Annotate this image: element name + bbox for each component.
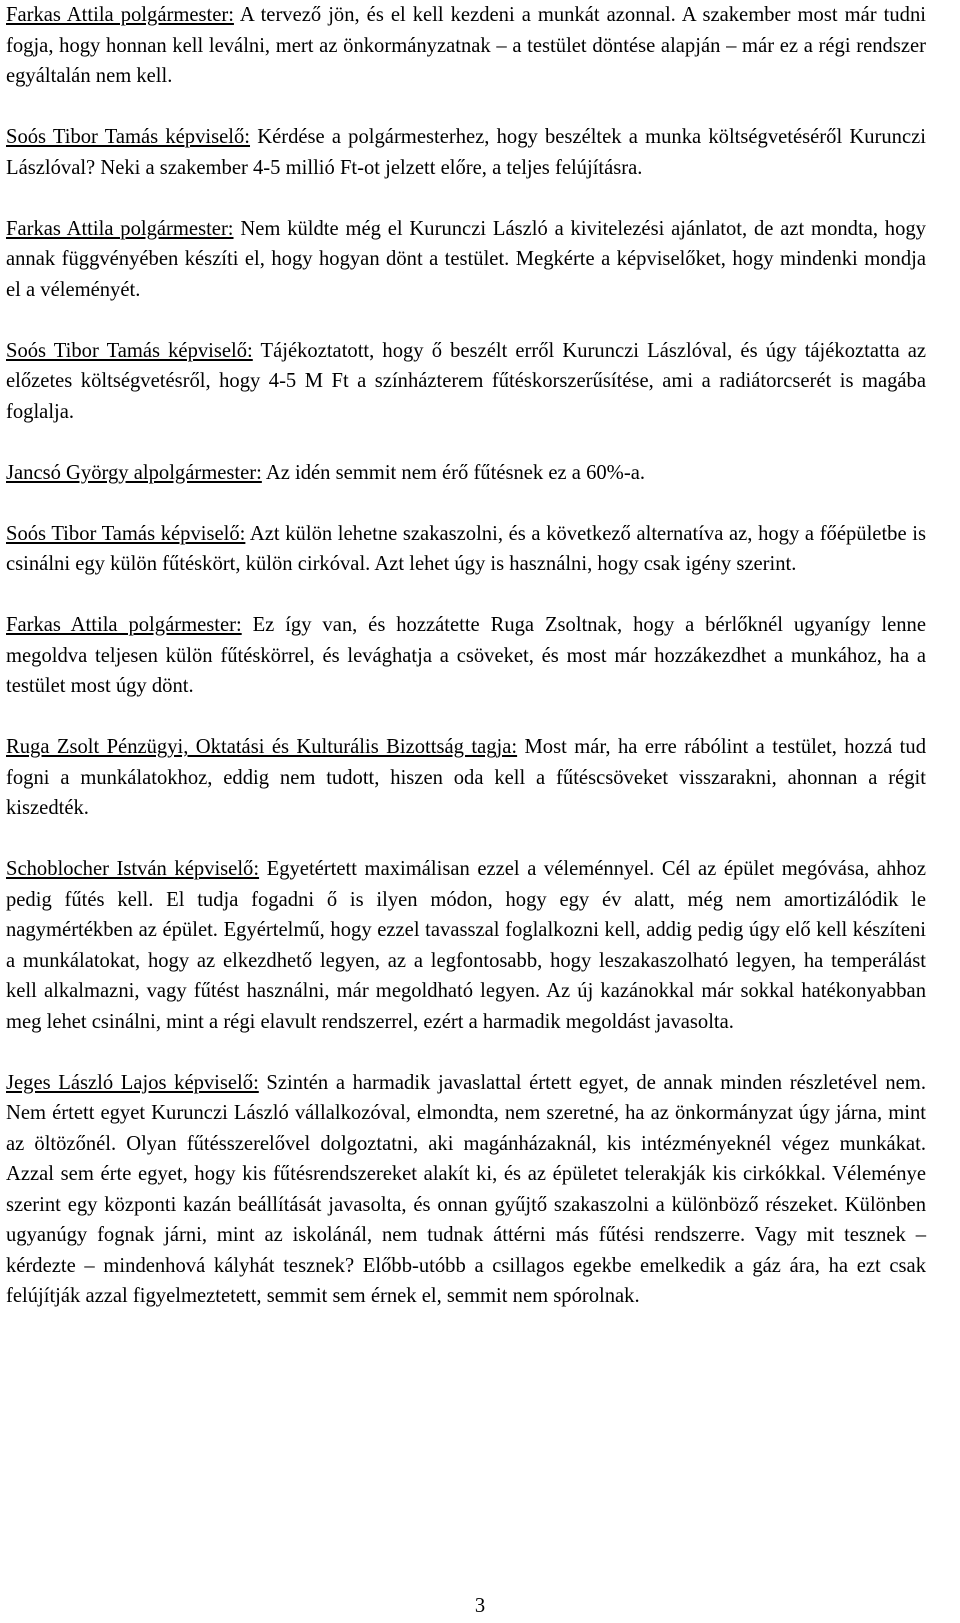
paragraph-jeges <box>6 1068 926 1312</box>
paragraph-schoblocher <box>6 854 926 1037</box>
speaker-label: Soós Tibor Tamás képviselő: <box>6 339 253 362</box>
paragraph-text: Kérdése a polgármesterhez, hogy beszéltek a munka költségvetéséről Kurunczi Lászlóval? Neki a szakember 4-5 millió Ft-ot jelzett előre, a teljes felújításra. <box>6 126 926 179</box>
speaker-label: Jeges László Lajos képviselő: <box>6 1071 259 1094</box>
speaker-label: Jancsó György alpolgármester: <box>6 461 262 484</box>
paragraph-jancso <box>6 458 926 489</box>
speaker-label: Soós Tibor Tamás képviselő: <box>6 522 246 545</box>
paragraph-soos-3 <box>6 519 926 580</box>
paragraph-farkas-2 <box>6 214 926 306</box>
paragraph-text: Ez így van, és hozzátette Ruga Zsoltnak, hogy a bérlőknél ugyanígy lenne megoldva teljesen külön fűtéskörrel, és levághatja a csöveket, és most már hozzákezdhet a munkához, ha a testület most úgy dönt. <box>6 614 926 697</box>
paragraph-text: Egyetértett maximálisan ezzel a véleménnyel. Cél az épület megóvása, ahhoz pedig fűtés kell. El tudja fogadni ő is ilyen módon, hogy egy év alatt, még nem amortizálódik le nagymértékben az épület. Egyértelmű, hogy ezzel tavasszal foglalkozni kell, addig pedig úgy elő kell készíteni a munkálatokat, hogy az elkezdhető legyen, az a legfontosabb, hogy leszakaszolható legyen, ha temperálást kell alkalmazni, vagy fűtést használni, már megoldható legyen. Az új kazánokkal már sokkal hatékonyabban meg lehet csinálni, mint a régi elavult rendszerrel, ezért a harmadik megoldást javasolta. <box>6 858 926 1033</box>
paragraph-soos-1 <box>6 122 926 183</box>
paragraph-text: Azt külön lehetne szakaszolni, és a következő alternatíva az, hogy a főépületbe is csinálni egy külön fűtéskört, külön cirkóval. Azt lehet úgy is használni, hogy csak igény szerint. <box>6 522 926 575</box>
speaker-label: Farkas Attila polgármester: <box>6 614 242 636</box>
speaker-label: Ruga Zsolt Pénzügyi, Oktatási és Kulturális Bizottság tagja: <box>6 736 518 758</box>
paragraph-text: A tervező jön, és el kell kezdeni a munkát azonnal. A szakember most már tudni fogja, hogy honnan kell leválni, mert az önkormányzatnak – a testület döntése alapján – már ez a régi rendszer egyáltalán nem kell. <box>6 4 926 87</box>
paragraph-text: Az idén semmit nem érő fűtésnek ez a 60%-a. <box>261 461 645 484</box>
speaker-label: Farkas Attila polgármester: <box>6 217 234 240</box>
page-number: 3 <box>474 1595 486 1617</box>
paragraph-text: Nem küldte még el Kurunczi László a kivitelezési ajánlatot, de azt mondta, hogy annak függvényében készíti el, hogy hogyan dönt a testület. Megkérte a képviselőket, hogy mindenki mondja el a véleményét. <box>6 217 926 301</box>
speaker-label: Soós Tibor Tamás képviselő: <box>6 126 251 148</box>
paragraph-text: Most már, ha erre rábólint a testület, hozzá tud fogni a munkálatokhoz, eddig nem tudott, hiszen oda kell a fűtéscsöveket visszarakni, ahonnan a régit kiszedték. <box>6 736 926 819</box>
paragraph-text: Szintén a harmadik javaslattal értett egyet, de annak minden részletével nem. Nem értett egyet Kurunczi László vállalkozóval, elmondta, nem szeretné, ha az önkormányzat úgy járna, mint az öltözőnél. Olyan fűtésszerelővel dolgoztatni, aki magánházaknál, kis intézményeknél végez munkákat. Azzal sem érte egyet, hogy kis fűtésrendszereket alakít ki, és az épületet telerakják kis cirkókkal. Véleménye szerint egy központi kazán beállítását javasolta, és onnan gyűjtő szakaszolni a különböző részeket. Különben ugyanúgy fognak járni, mint az iskolánál, nem tudnak áttérni más fűtési rendszerre. Vagy mit tesznek – kérdezte – mindenhová kályhát tesznek? Előbb-utóbb a csillagos egekbe emelkedik a gáz ára, ha ezt csak felújítják azzal figyelmeztetett, semmit sem érnek el, semmit nem spórolnak. <box>6 1071 926 1307</box>
paragraph-farkas-3 <box>6 610 926 702</box>
paragraph-farkas-1 <box>6 0 926 92</box>
paragraph-ruga <box>6 732 926 824</box>
speaker-label: Farkas Attila polgármester: <box>6 4 234 26</box>
speaker-label: Schoblocher István képviselő: <box>6 858 260 880</box>
paragraph-text: Tájékoztatott, hogy ő beszélt erről Kurunczi Lászlóval, és úgy tájékoztatta az előzetes költségvetésről, hogy 4-5 M Ft a színházterem fűtéskorszerűsítése, ami a radiátorcserét is magába foglalja. <box>6 339 926 423</box>
paragraph-soos-2 <box>6 336 926 428</box>
document-body <box>6 0 926 1342</box>
